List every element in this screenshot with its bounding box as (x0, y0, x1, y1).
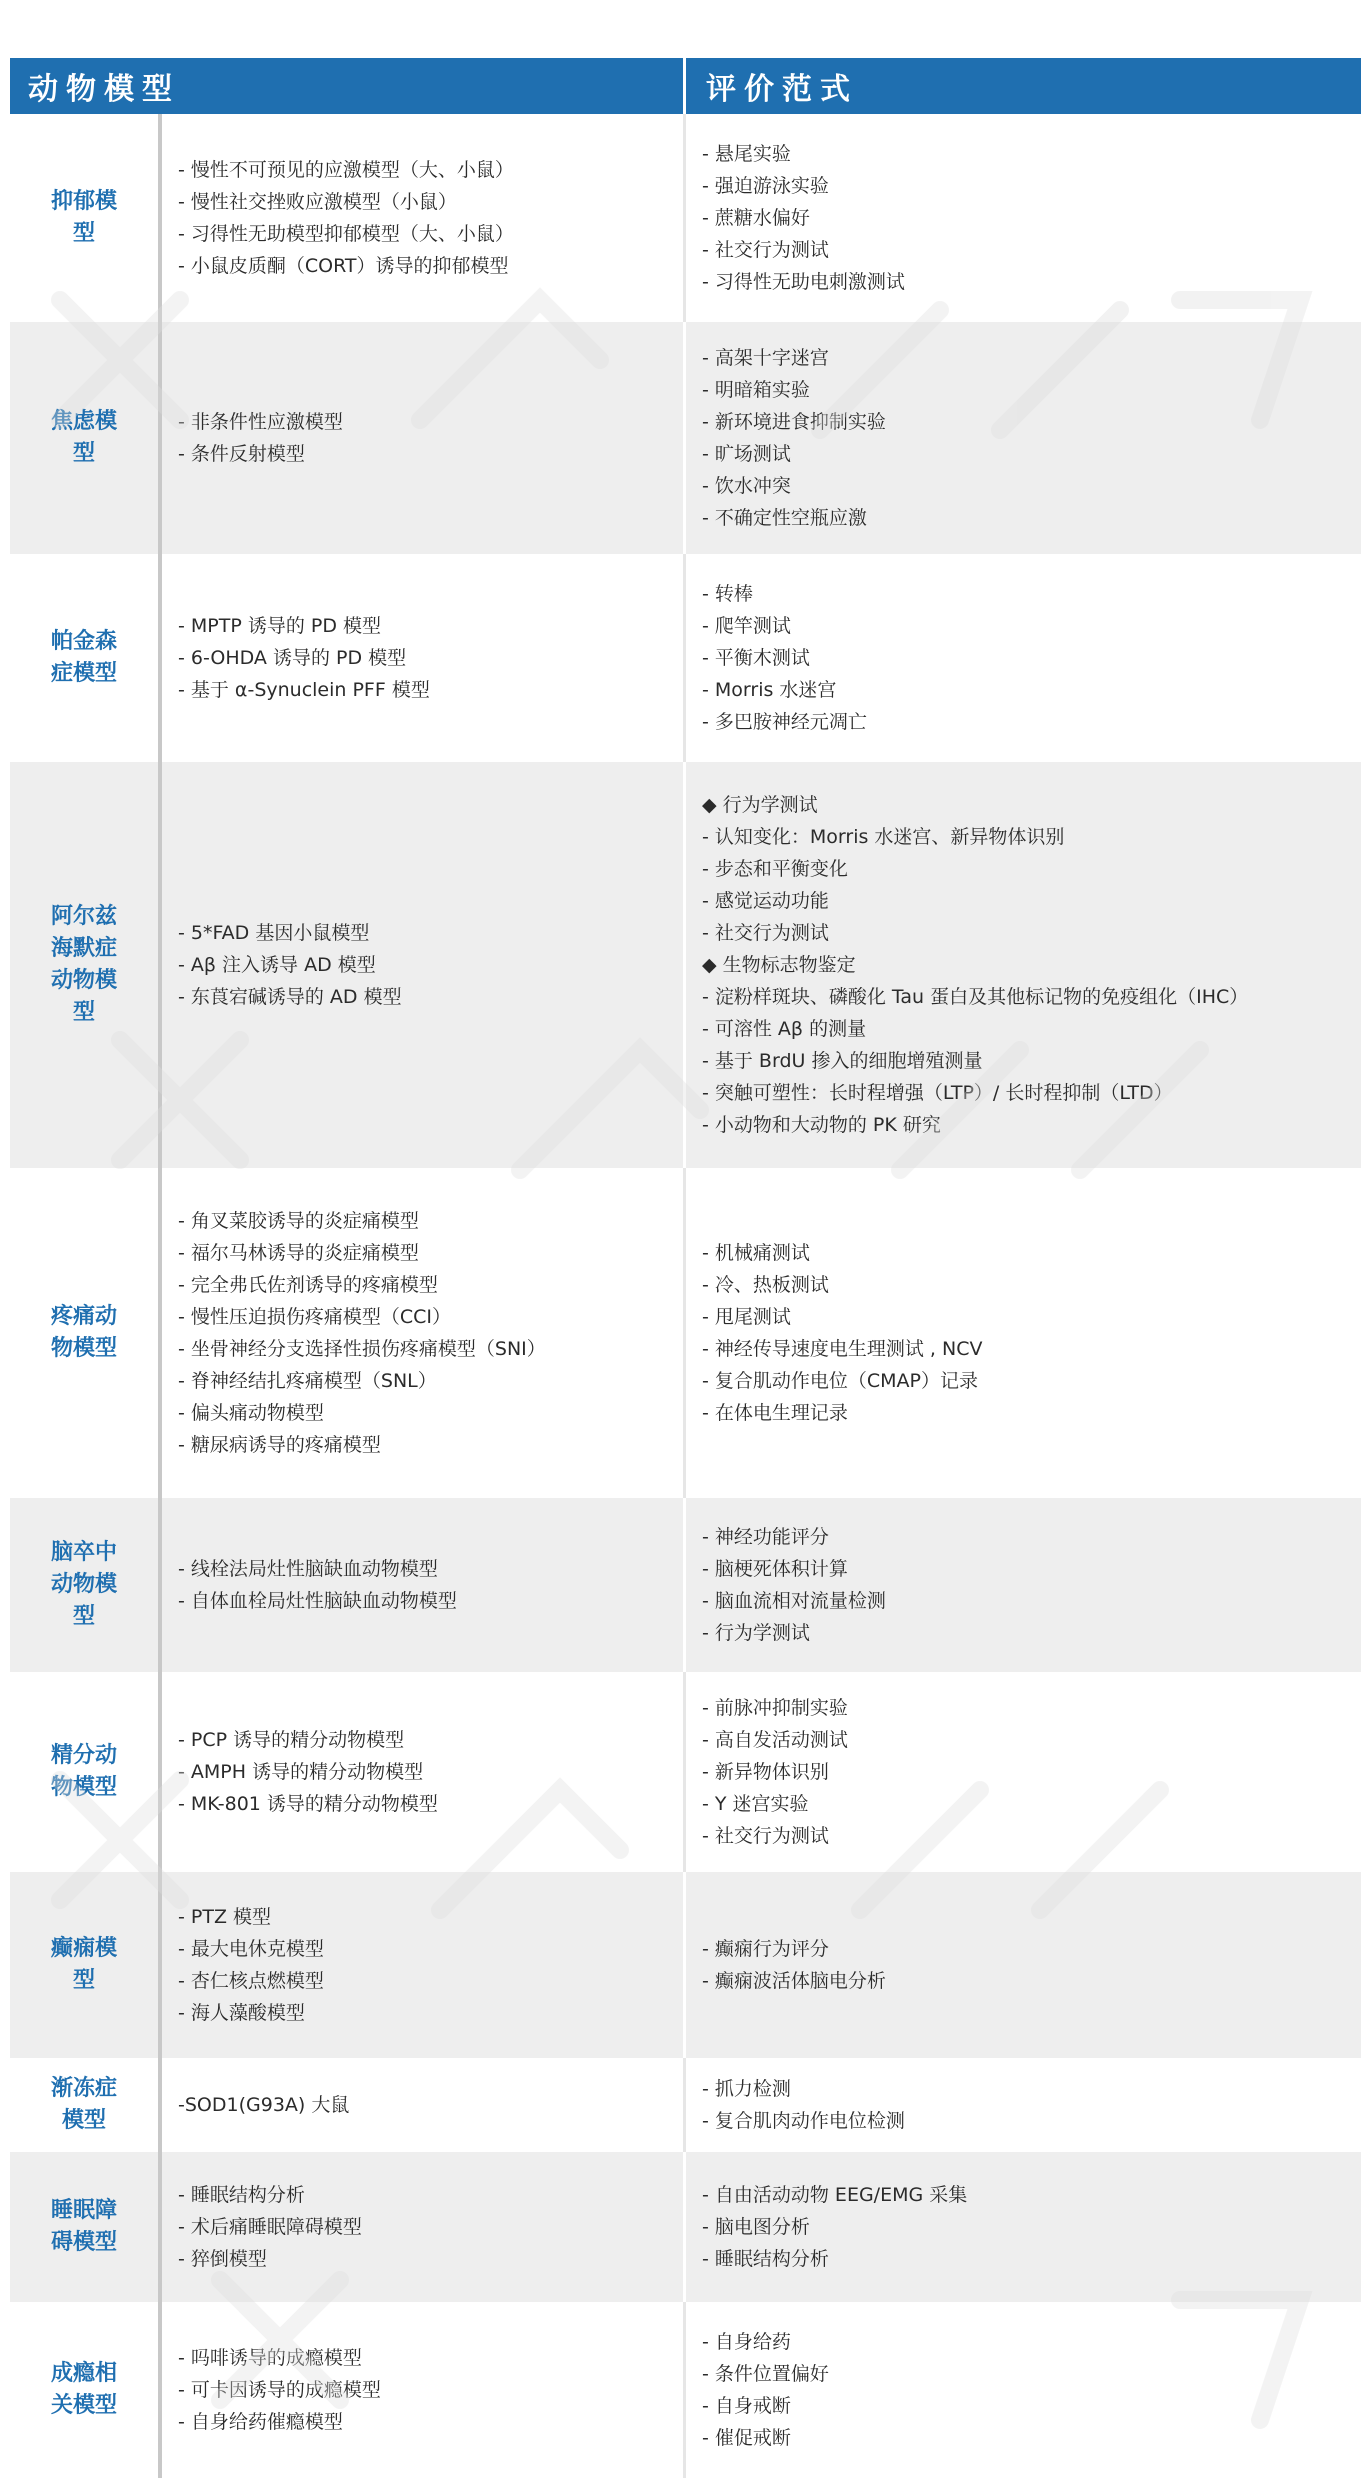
evaluation-item: - 神经传导速度电生理测试 , NCV (702, 1338, 983, 1360)
evaluation-item: - 脑电图分析 (702, 2216, 810, 2238)
row-models-cell (162, 1168, 686, 1498)
evaluation-item: - 前脉冲抑制实验 (702, 1697, 848, 1719)
evaluation-item: - 悬尾实验 (702, 143, 791, 165)
model-item: - PCP 诱导的精分动物模型 (178, 1729, 405, 1751)
model-item: - MK-801 诱导的精分动物模型 (178, 1793, 438, 1815)
evaluation-item: - 蔗糖水偏好 (702, 207, 810, 229)
model-item: - 慢性压迫损伤疼痛模型（CCI） (178, 1306, 452, 1328)
evaluation-item: - 睡眠结构分析 (702, 2248, 829, 2270)
row-models-cell (162, 2302, 686, 2478)
evaluation-item: - 新环境进食抑制实验 (702, 411, 886, 433)
evaluation-item: - 饮水冲突 (702, 475, 791, 497)
evaluation-item: - 抓力检测 (702, 2078, 791, 2100)
table-row (10, 2058, 1361, 2152)
row-models-cell (162, 554, 686, 762)
header-animal-model: 动物模型 (10, 58, 686, 114)
row-category-name: 疼痛动物模型 (10, 1168, 162, 1498)
evaluation-item: - 突触可塑性：长时程增强（LTP）/ 长时程抑制（LTD） (702, 1082, 1173, 1104)
evaluation-item: - 多巴胺神经元凋亡 (702, 711, 867, 733)
evaluation-item: - 冷、热板测试 (702, 1274, 829, 1296)
row-category-name: 帕金森症模型 (10, 554, 162, 762)
model-item: - 习得性无助模型抑郁模型（大、小鼠） (178, 223, 514, 245)
model-item: - 糖尿病诱导的疼痛模型 (178, 1434, 381, 1456)
model-item: - 吗啡诱导的成瘾模型 (178, 2347, 362, 2369)
model-item: - 东莨宕碱诱导的 AD 模型 (178, 986, 402, 1008)
model-item: - 角叉菜胶诱导的炎症痛模型 (178, 1210, 419, 1232)
model-item: - PTZ 模型 (178, 1906, 272, 1928)
model-item: - Aβ 注入诱导 AD 模型 (178, 954, 376, 976)
model-item: - 自体血栓局灶性脑缺血动物模型 (178, 1590, 457, 1612)
evaluation-item: - Y 迷宫实验 (702, 1793, 809, 1815)
row-models-cell (162, 322, 686, 554)
evaluation-item: - 步态和平衡变化 (702, 858, 848, 880)
model-item: - 术后痛睡眠障碍模型 (178, 2216, 362, 2238)
evaluation-item: - 淀粉样斑块、磷酸化 Tau 蛋白及其他标记物的免疫组化（IHC） (702, 986, 1249, 1008)
evaluation-item: - 新异物体识别 (702, 1761, 829, 1783)
row-models-cell (162, 1498, 686, 1672)
model-item: - 猝倒模型 (178, 2248, 267, 2270)
header-evaluation-paradigm: 评价范式 (706, 72, 858, 107)
evaluation-item: - 不确定性空瓶应激 (702, 507, 867, 529)
evaluation-item: - 复合肌动作电位（CMAP）记录 (702, 1370, 979, 1392)
row-evaluations-cell (686, 762, 1361, 1168)
row-evaluations-cell (686, 322, 1361, 554)
model-item: - 可卡因诱导的成瘾模型 (178, 2379, 381, 2401)
row-evaluations-cell (686, 1498, 1361, 1672)
row-evaluations-cell (686, 2152, 1361, 2302)
evaluation-item: - 可溶性 Aβ 的测量 (702, 1018, 867, 1040)
row-category-name: 抑郁模型 (10, 114, 162, 322)
table-row (10, 1498, 1361, 1672)
evaluation-item: - 基于 BrdU 掺入的细胞增殖测量 (702, 1050, 983, 1072)
model-item: - 偏头痛动物模型 (178, 1402, 324, 1424)
row-models-cell (162, 114, 686, 322)
evaluation-item: - 社交行为测试 (702, 239, 829, 261)
evaluation-item: - 神经功能评分 (702, 1526, 829, 1548)
evaluation-item: - 习得性无助电刺激测试 (702, 271, 905, 293)
evaluation-item: - Morris 水迷宫 (702, 679, 837, 701)
row-evaluations-cell (686, 114, 1361, 322)
model-item: - 完全弗氏佐剂诱导的疼痛模型 (178, 1274, 438, 1296)
evaluation-item: - 行为学测试 (702, 1622, 810, 1644)
model-item: - 小鼠皮质酮（CORT）诱导的抑郁模型 (178, 255, 509, 277)
comparison-table (10, 58, 1361, 2478)
row-evaluations-cell (686, 554, 1361, 762)
table-row (10, 114, 1361, 322)
evaluation-item: - 自身戒断 (702, 2395, 791, 2417)
evaluation-item: - 脑梗死体积计算 (702, 1558, 848, 1580)
table-body (10, 114, 1361, 2478)
model-item: - 5*FAD 基因小鼠模型 (178, 922, 370, 944)
evaluation-item: - 社交行为测试 (702, 1825, 829, 1847)
row-category-name: 癫痫模型 (10, 1872, 162, 2058)
row-evaluations-cell (686, 1872, 1361, 2058)
table-row (10, 1672, 1361, 1872)
evaluation-item: ◆ 行为学测试 (702, 794, 818, 816)
row-evaluations-cell (686, 2058, 1361, 2152)
model-item: - 最大电休克模型 (178, 1938, 324, 1960)
table-row (10, 1872, 1361, 2058)
row-category-name: 焦虑模型 (10, 322, 162, 554)
row-evaluations-cell (686, 2302, 1361, 2478)
model-item: - 慢性社交挫败应激模型（小鼠） (178, 191, 457, 213)
evaluation-item: - 在体电生理记录 (702, 1402, 848, 1424)
evaluation-item: - 复合肌肉动作电位检测 (702, 2110, 905, 2132)
table-row (10, 2302, 1361, 2478)
model-item: - 条件反射模型 (178, 443, 305, 465)
model-item: - 自身给药催瘾模型 (178, 2411, 343, 2433)
row-evaluations-cell (686, 1168, 1361, 1498)
row-models-cell (162, 1672, 686, 1872)
table-row (10, 2152, 1361, 2302)
evaluation-item: - 癫痫行为评分 (702, 1938, 829, 1960)
model-item: - MPTP 诱导的 PD 模型 (178, 615, 382, 637)
table-header (10, 58, 1361, 114)
row-category-name: 精分动物模型 (10, 1672, 162, 1872)
evaluation-item: - 机械痛测试 (702, 1242, 810, 1264)
evaluation-item: - 高架十字迷宫 (702, 347, 829, 369)
row-category-name: 成瘾相关模型 (10, 2302, 162, 2478)
model-item: - 慢性不可预见的应激模型（大、小鼠） (178, 159, 514, 181)
row-models-cell (162, 2152, 686, 2302)
evaluation-item: - 旷场测试 (702, 443, 791, 465)
row-models-cell (162, 2058, 686, 2152)
model-item: -SOD1(G93A) 大鼠 (178, 2094, 350, 2116)
evaluation-item: - 脑血流相对流量检测 (702, 1590, 886, 1612)
model-item: - 杏仁核点燃模型 (178, 1970, 324, 1992)
evaluation-item: - 甩尾测试 (702, 1306, 791, 1328)
evaluation-item: - 癫痫波活体脑电分析 (702, 1970, 886, 1992)
evaluation-item: - 催促戒断 (702, 2427, 791, 2449)
model-item: - 睡眠结构分析 (178, 2184, 305, 2206)
evaluation-item: - 转棒 (702, 583, 753, 605)
table-row (10, 762, 1361, 1168)
row-category-name: 阿尔兹海默症动物模型 (10, 762, 162, 1168)
evaluation-item: - 爬竿测试 (702, 615, 791, 637)
model-item: - 福尔马林诱导的炎症痛模型 (178, 1242, 419, 1264)
model-item: - 坐骨神经分支选择性损伤疼痛模型（SNI） (178, 1338, 546, 1360)
model-item: - 线栓法局灶性脑缺血动物模型 (178, 1558, 438, 1580)
evaluation-item: - 条件位置偏好 (702, 2363, 829, 2385)
model-item: - 6-OHDA 诱导的 PD 模型 (178, 647, 407, 669)
evaluation-item: - 强迫游泳实验 (702, 175, 829, 197)
evaluation-item: - 自身给药 (702, 2331, 791, 2353)
evaluation-item: ◆ 生物标志物鉴定 (702, 954, 856, 976)
row-category-name: 脑卒中动物模型 (10, 1498, 162, 1672)
model-item: - 非条件性应激模型 (178, 411, 343, 433)
model-item: - 脊神经结扎疼痛模型（SNL） (178, 1370, 437, 1392)
model-item: - AMPH 诱导的精分动物模型 (178, 1761, 424, 1783)
row-models-cell (162, 762, 686, 1168)
row-category-name: 渐冻症模型 (10, 2058, 162, 2152)
evaluation-item: - 平衡木测试 (702, 647, 810, 669)
table-row (10, 322, 1361, 554)
row-category-name: 睡眠障碍模型 (10, 2152, 162, 2302)
evaluation-item: - 高自发活动测试 (702, 1729, 848, 1751)
model-item: - 基于 α-Synuclein PFF 模型 (178, 679, 430, 701)
table-row (10, 554, 1361, 762)
evaluation-item: - 小动物和大动物的 PK 研究 (702, 1114, 941, 1136)
model-item: - 海人藻酸模型 (178, 2002, 305, 2024)
evaluation-item: - 社交行为测试 (702, 922, 829, 944)
row-evaluations-cell (686, 1672, 1361, 1872)
evaluation-item: - 自由活动动物 EEG/EMG 采集 (702, 2184, 968, 2206)
evaluation-item: - 认知变化：Morris 水迷宫、新异物体识别 (702, 826, 1065, 848)
evaluation-item: - 感觉运动功能 (702, 890, 829, 912)
table-row (10, 1168, 1361, 1498)
evaluation-item: - 明暗箱实验 (702, 379, 810, 401)
row-models-cell (162, 1872, 686, 2058)
